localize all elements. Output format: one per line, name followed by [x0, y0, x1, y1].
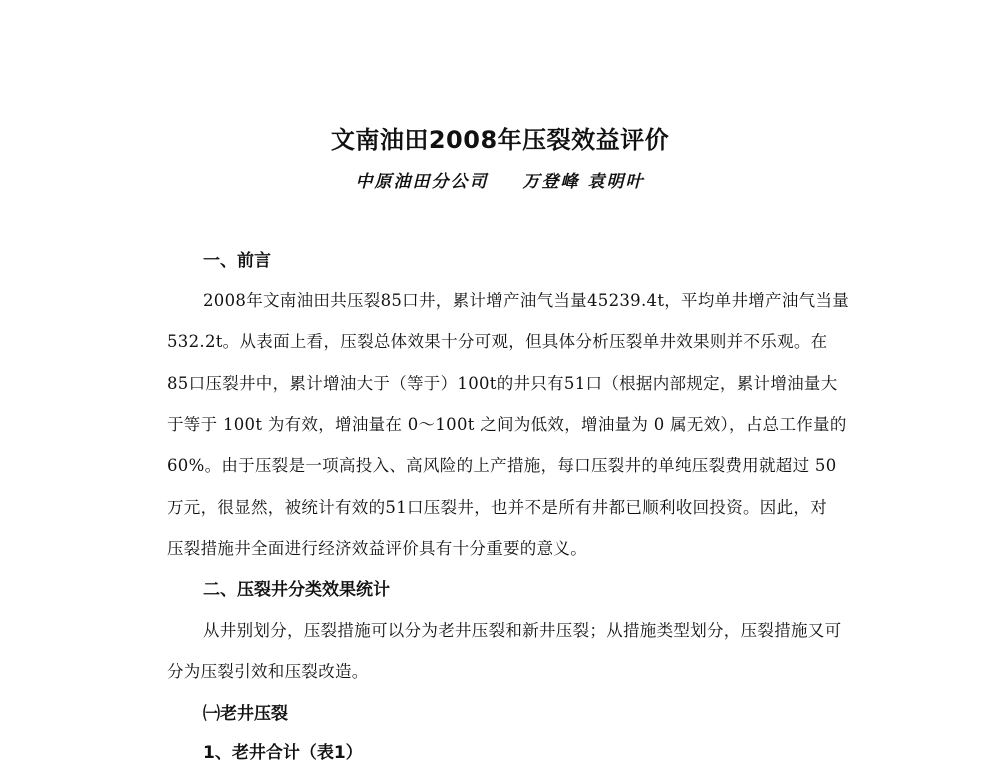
paragraph-line: 532.2t。从表面上看，压裂总体效果十分可观，但具体分析压裂单井效果则并不乐观。在	[167, 332, 828, 351]
author-names: 万登峰 袁明叶	[522, 172, 645, 192]
paragraph-line: 60%。由于压裂是一项高投入、高风险的上产措施，每口压裂井的单纯压裂费用就超过 50	[167, 456, 837, 475]
subsection-heading-old-wells-total: 1、老井合计（表1）	[203, 743, 363, 763]
author-organization: 中原油田分公司	[355, 172, 489, 192]
document-title: 文南油田2008年压裂效益评价	[330, 126, 670, 154]
paragraph-line: 分为压裂引效和压裂改造。	[167, 662, 369, 681]
paragraph-line: 于等于 100t 为有效，增油量在 0～100t 之间为低效，增油量为 0 属无效），占总工作量的	[167, 415, 847, 434]
section-heading-classification: 二、压裂井分类效果统计	[203, 580, 390, 600]
paragraph-line: 万元，很显然，被统计有效的51口压裂井，也并不是所有井都已顺利收回投资。因此，对	[167, 498, 827, 517]
paragraph-line: 从井别划分，压裂措施可以分为老井压裂和新井压裂；从措施类型划分，压裂措施又可	[203, 621, 842, 640]
author-line	[0, 167, 1000, 192]
subsection-heading-old-wells: ㈠老井压裂	[203, 704, 288, 724]
paragraph-line: 压裂措施井全面进行经济效益评价具有十分重要的意义。	[167, 539, 587, 558]
paragraph-line: 2008年文南油田共压裂85口井，累计增产油气当量45239.4t，平均单井增产油气当量	[203, 291, 850, 310]
section-heading-introduction: 一、前言	[203, 251, 271, 271]
paragraph-line: 85口压裂井中，累计增油大于（等于）100t的井只有51口（根据内部规定，累计增油量大	[167, 374, 838, 393]
